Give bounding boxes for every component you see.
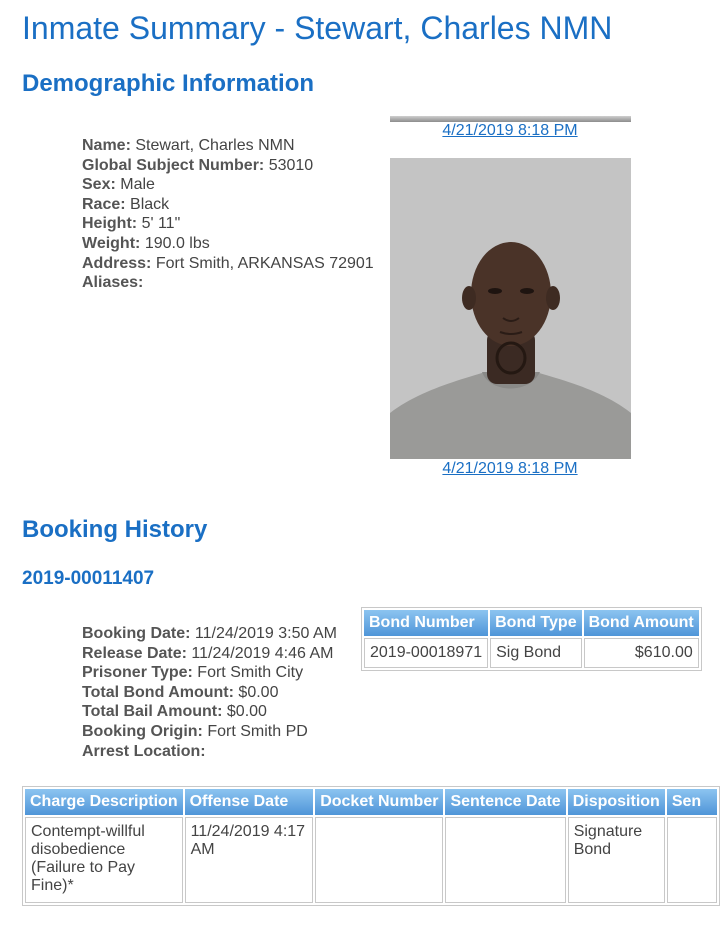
booking-history-heading: Booking History [22,516,208,543]
height-label: Height: [82,215,138,233]
booking-origin-row [82,722,337,742]
column-header: Bond Amount [584,610,699,636]
total-bail-label: Total Bail Amount: [82,703,223,721]
sex-label: Sex: [82,176,116,194]
mugshot-photo[interactable] [390,158,631,459]
column-header: Sen [667,789,717,815]
aliases-row [82,273,374,293]
table-header-row [25,789,717,815]
total-bond-value: $0.00 [238,683,279,701]
weight-label: Weight: [82,234,141,252]
name-label: Name: [82,137,131,154]
release-date-label: Release Date: [82,644,187,662]
weight-row [82,234,374,254]
booking-origin-value: Fort Smith PD [207,722,308,740]
address-label: Address: [82,254,152,272]
table-header-row [364,610,699,636]
sentence-cell [667,817,717,903]
height-value: 5' 11" [141,215,181,233]
subject-number-row [82,156,374,176]
weight-value: 190.0 lbs [144,234,210,252]
charge-table [22,786,720,906]
race-row [82,195,374,215]
race-label: Race: [82,195,126,213]
sex-row [82,175,374,195]
bond-type-cell: Sig Bond [490,638,581,668]
page-title: Inmate Summary - Stewart, Charles NMN [22,10,613,46]
column-header: Docket Number [315,789,443,815]
booking-number: 2019-00011407 [22,568,155,589]
release-date-value: 11/24/2019 4:46 AM [191,644,334,662]
docket-number-cell [315,817,443,903]
prisoner-type-row [82,663,337,683]
release-date-row [82,644,337,664]
table-row [25,817,717,903]
charge-description-cell: Contempt-willful disobedience (Failure to Pay Fine)* [25,817,183,903]
address-row [82,254,374,274]
total-bail-row [82,702,337,722]
demographic-heading: Demographic Information [22,70,315,97]
booking-date-label: Booking Date: [82,625,191,642]
booking-date-value: 11/24/2019 3:50 AM [194,625,337,642]
subject-number-label: Global Subject Number: [82,156,265,174]
booking-date-row [82,624,337,644]
table-row [364,638,699,668]
total-bond-row [82,683,337,703]
bond-amount-cell: $610.00 [584,638,699,668]
booking-origin-label: Booking Origin: [82,722,203,740]
demographic-info [82,136,374,293]
race-value: Black [130,195,170,213]
mugshot-image [390,158,631,459]
sex-value: Male [120,176,155,194]
photo-date-link-2[interactable]: 4/21/2019 8:18 PM [442,460,578,477]
aliases-label: Aliases: [82,274,144,292]
offense-date-cell: 11/24/2019 4:17 AM [185,817,314,903]
column-header: Bond Number [364,610,488,636]
subject-number-value: 53010 [268,156,314,174]
prisoner-type-value: Fort Smith City [197,664,304,682]
total-bond-label: Total Bond Amount: [82,683,234,701]
address-value: Fort Smith, ARKANSAS 72901 [155,254,374,272]
column-header: Charge Description [25,789,183,815]
height-row [82,214,374,234]
column-header: Sentence Date [445,789,565,815]
column-header: Offense Date [185,789,314,815]
column-header: Bond Type [490,610,581,636]
arrest-location-label: Arrest Location: [82,742,206,760]
disposition-cell: Signature Bond [568,817,665,903]
bond-table [361,607,702,671]
prisoner-type-label: Prisoner Type: [82,664,193,682]
bond-number-cell: 2019-00018971 [364,638,488,668]
column-header: Disposition [568,789,665,815]
sentence-date-cell [445,817,565,903]
photo-date-link[interactable]: 4/21/2019 8:18 PM [442,122,578,139]
name-value: Stewart, Charles NMN [135,137,295,154]
arrest-location-row [82,742,337,762]
total-bail-value: $0.00 [226,703,267,721]
name-row [82,136,374,156]
booking-info [82,624,337,761]
